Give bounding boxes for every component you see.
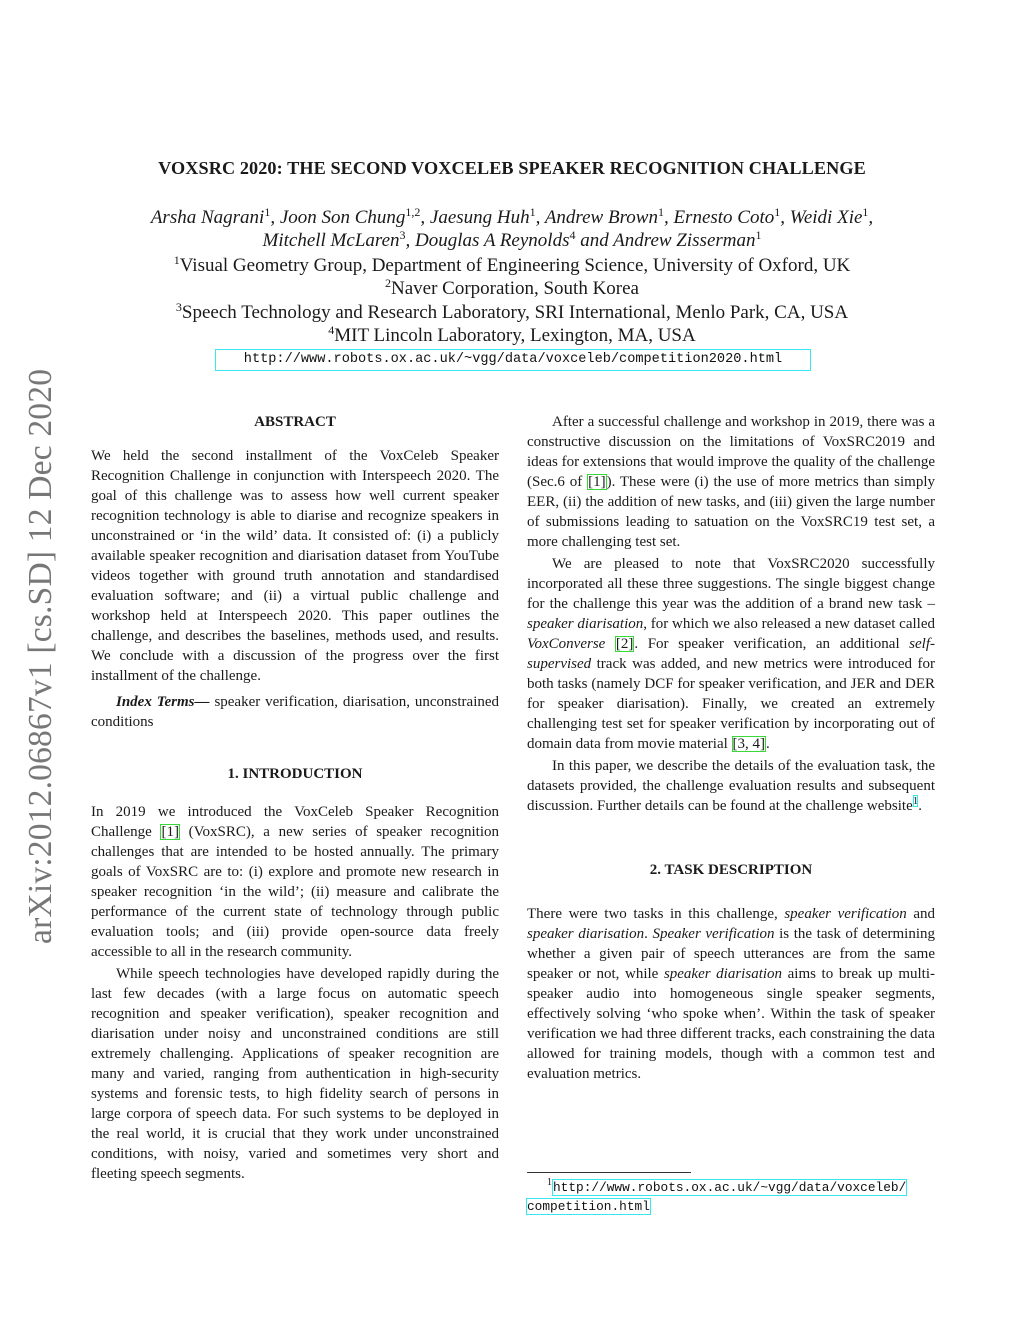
author-affil-mark: 1,2 [405, 205, 421, 219]
affiliation [0, 277, 1024, 300]
citation-link[interactable]: [3, 4] [732, 736, 766, 752]
author-affil-mark: 1 [774, 205, 781, 219]
author-affil-mark: 3 [399, 228, 406, 242]
author-affil-mark: 1 [862, 205, 869, 219]
author-affil-mark: 1 [529, 205, 536, 219]
citation-link[interactable]: [2] [615, 636, 634, 652]
author-affil-mark: 1 [755, 228, 762, 242]
task-description-heading: 2. TASK DESCRIPTION [649, 862, 813, 878]
author-name: Andrew Brown [544, 207, 658, 228]
affiliation-mark: 2 [385, 276, 391, 291]
citation-link[interactable]: [1] [161, 824, 179, 840]
author-name: Mitchell McLaren [262, 230, 400, 251]
abstract-text: We held the second installment of the VoxCeleb Speaker Recognition Challenge in conjunction with Interspeech 2020. The goal of this challenge was to assess how well current speaker recognition technology is able to diarise and recognize speakers in unconstrained or ‘in the wild’ data. It consisted of: (i) a publicly available speaker recognition and diarisation dataset from YouTube videos together with ground truth annotation and standardised evaluation software; and (ii) a virtual public challenge and workshop held at Interspeech 2020. This paper outlines the challenge, and describes the baselines, methods used, and results. We conclude with a discussion of the progress over the first installment of the challenge. [91, 448, 499, 684]
left-column [91, 412, 499, 1184]
affiliation [0, 301, 1024, 324]
competition-url-link[interactable]: http://www.robots.ox.ac.uk/~vgg/data/voxceleb/competition2020.html [215, 349, 811, 371]
affiliation [0, 254, 1024, 277]
affiliation-mark: 3 [175, 299, 182, 314]
intro-paragraph-2: While speech technologies have developed rapidly during the last few decades (with a large focus on automatic speech recognition and speaker verification), speaker recognition and diarisation under noisy and unconstrained conditions are still extremely challenging. Applications of speaker recognition are many and varied, ranging from authentication in high-security systems and forensic tests, to high fidelity search of persons in large corpora of speech data. For such systems to be deployed in the real world, it is crucial that they work under unconstrained conditions, with noisy, varied and sometimes very short and fleeting speech segments. [91, 966, 499, 1182]
author-affil-mark: 1 [264, 205, 271, 219]
author-line-1: Arsha Nagrani$^1$, Joon Son Chung$^{1,2}$, Jaesung Huh$^1$, Andrew Brown$^1$, Ernesto Coto$^1$, Weidi Xie$^1$, [150, 205, 874, 228]
author-name: Jaesung Huh [429, 207, 530, 228]
affiliation-mark: 4 [328, 322, 335, 337]
citation-link[interactable]: [1] [588, 474, 606, 490]
task-paragraph-1: There were two tasks in this challenge, speaker verification and speaker diarisation. Speaker verification is the task of determining whether a given pair of speech utterances are from the same speaker or not, while speaker diarisation aims to break up multi-speaker audio into homogeneous single speaker segments, effectively solving ‘who spoke when’. Within the task of speaker verification we had three different tracks, each constraining the data allowed for training models, though with a common test and evaluation metrics. [527, 906, 936, 1082]
footnote-url-link-continued[interactable]: competition.html [527, 1199, 650, 1214]
index-terms-text: speaker verification, diarisation, unconstrained conditions [91, 694, 500, 730]
intro-paragraph-3: After a successful challenge and workshop in 2019, there was a constructive discussion on the limitations of VoxSRC2019 and ideas for extensions that would improve the quality of the challenge (Sec.6 of [1]). These were (i) the use of more metrics than simply EER, (ii) the addition of new tasks, and (iii) given the large number of submissions leading to satuation on the VoxSRC19 test set, a more challenging test set. [527, 414, 935, 550]
footnote-rule [527, 1172, 691, 1173]
author-name: Douglas A Reynolds [415, 230, 570, 251]
author-affil-mark: 4 [569, 228, 576, 242]
abstract-heading: ABSTRACT [254, 414, 336, 430]
intro-paragraph-5: In this paper, we describe the details of the evaluation task, the datasets provided, the challenge evaluation results and subsequent discussion. Further details can be found at the challenge website$^1$. [527, 758, 935, 814]
index-terms [91, 692, 499, 732]
footnote [527, 1178, 947, 1216]
footnote-mark: 1 [547, 1177, 552, 1188]
paper-title: VOXSRC 2020: THE SECOND VOXCELEB SPEAKER RECOGNITION CHALLENGE [158, 158, 866, 178]
author-name: Arsha Nagrani [150, 207, 265, 228]
affiliation-mark: 1 [173, 253, 180, 267]
author-line-2: Mitchell McLaren$^3$, Douglas A Reynolds$^4$ and Andrew Zisserman$^1$ [262, 228, 762, 251]
footnote-ref-link[interactable]: 1 [912, 795, 919, 807]
index-terms-label: Index Terms— [116, 694, 210, 710]
author-name: Andrew Zisserman [613, 230, 756, 251]
affiliation-text: MIT Lincoln Laboratory, Lexington, MA, USA [334, 324, 696, 346]
author-affil-mark: 1 [657, 205, 664, 219]
affiliation-list [0, 254, 1024, 347]
footnote-url-link[interactable]: http://www.robots.ox.ac.uk/~vgg/data/voxceleb/ [553, 1180, 907, 1195]
author-list [0, 206, 1024, 252]
author-name: Joon Son Chung [279, 207, 406, 228]
intro-paragraph-1: In 2019 we introduced the VoxCeleb Speaker Recognition Challenge [1] (VoxSRC), a new series of speaker recognition challenges that are intended to be hosted annually. The primary goals of VoxSRC are to: (i) explore and promote new research in speaker recognition ‘in the wild’; (ii) measure and calibrate the performance of the current state of technology through public evaluation tools; and (iii) provide open-source data freely accessible to all in the research community. [91, 804, 499, 960]
affiliation [0, 324, 1024, 347]
intro-paragraph-4: We are pleased to note that VoxSRC2020 successfully incorporated all these three suggestions. The single biggest change for the challenge this year was the addition of a brand new task – speaker diarisation, for which we also released a new dataset called VoxConverse [2]. For speaker verification, an additional self-supervised track was added, and new metrics were introduced for both tasks (namely DCF for speaker verification, and JER and DER for speaker diarisation). Finally, we created an extremely challenging test set for speaker verification by incorporating out of domain data from movie material [3, 4]. [527, 556, 935, 752]
affiliation-text: Naver Corporation, South Korea [391, 278, 639, 300]
author-name: Weidi Xie [789, 207, 863, 228]
author-name: Ernesto Coto [673, 207, 775, 228]
affiliation-text: Visual Geometry Group, Department of Engineering Science, University of Oxford, UK [179, 255, 851, 276]
affiliation-text: Speech Technology and Research Laboratory, SRI International, Menlo Park, CA, USA [181, 301, 849, 323]
arxiv-identifier: arXiv:2012.06867v1 [cs.SD] 12 Dec 2020 [22, 368, 59, 944]
introduction-heading: 1. INTRODUCTION [227, 766, 363, 782]
right-column [527, 412, 935, 1084]
